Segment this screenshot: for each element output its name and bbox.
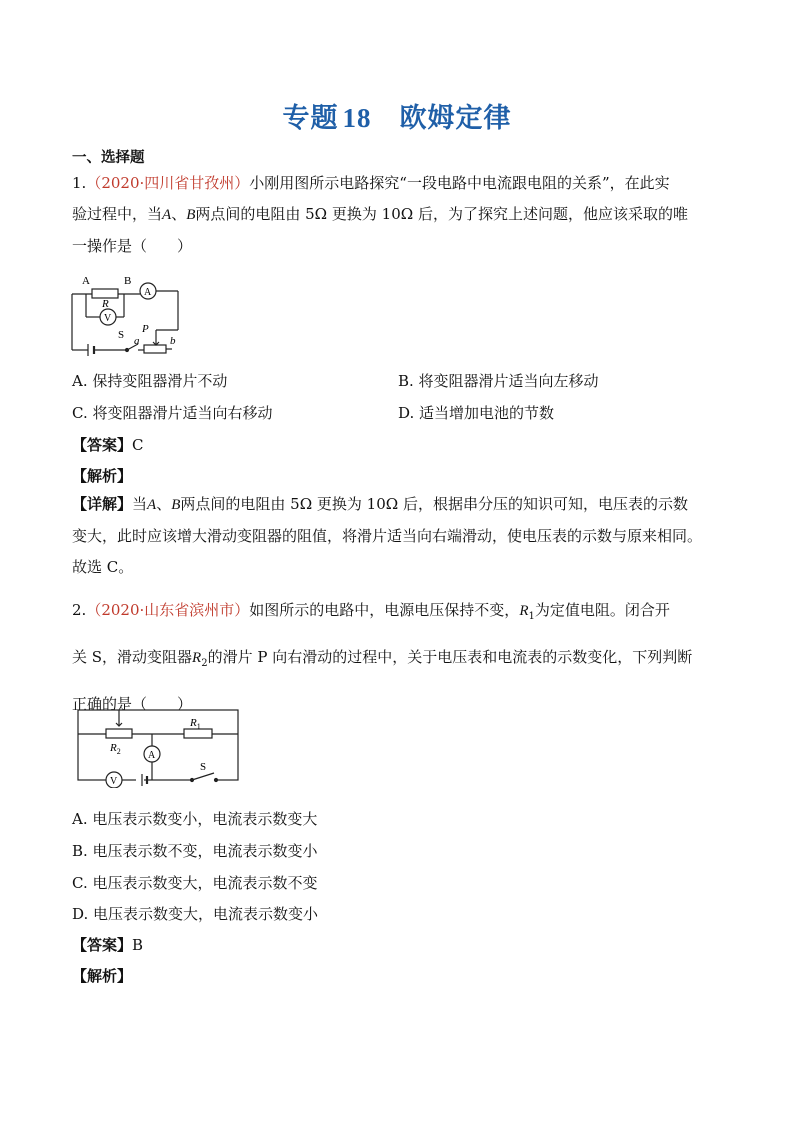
svg-text:B: B <box>124 275 132 287</box>
svg-text:S: S <box>118 329 125 341</box>
q2-resistor-r2 <box>106 729 132 738</box>
q2-option-c: C. 电压表示数变大，电流表示数不变 <box>72 874 318 892</box>
q1-source: （2020·四川省甘孜州） <box>86 174 250 192</box>
svg-text:R2: $R_2$ <box>110 742 121 756</box>
svg-text:R: R <box>102 298 109 310</box>
q2-analysis-label: 【解析】 <box>72 967 133 985</box>
q1-resistor-r <box>92 289 118 298</box>
q1-line3: 一操作是（ ） <box>72 237 193 255</box>
q1-rheostat <box>144 345 166 353</box>
svg-text:V: V <box>104 313 112 324</box>
svg-text:S: S <box>200 761 207 773</box>
q2-option-a: A. 电压表示数变小，电流表示数变大 <box>72 810 318 828</box>
q2-source: （2020·山东省滨州市） <box>86 601 250 619</box>
q1-answer: 【答案】C <box>72 436 144 454</box>
q1-circuit-figure <box>66 272 186 358</box>
svg-text:P: P <box>142 323 149 335</box>
q2-line1: 2.（2020·山东省滨州市）如图所示的电路中，电源电压保持不变，$R_1$为定值电阻。闭合开 <box>72 601 670 622</box>
q1-option-d: D. 适当增加电池的节数 <box>398 404 555 422</box>
svg-text:A: A <box>148 750 156 761</box>
q1-detail <box>72 489 727 583</box>
q1-detail-line2: 变大，此时应该增大滑动变阻器的阻值，将滑片适当向右端滑动，使电压表的示数与原来相同。 <box>72 527 703 545</box>
q1-line2: 验过程中，当A、B两点间的电阻由 5Ω 更换为 10Ω 后，为了探究上述问题，他应该采取的唯 <box>72 205 688 223</box>
q1-option-c: C. 将变阻器滑片适当向右移动 <box>72 404 273 422</box>
q1-analysis-label: 【解析】 <box>72 467 133 485</box>
page-title <box>0 96 794 135</box>
q2-circuit-figure <box>72 704 244 788</box>
q1-option-b: B. 将变阻器滑片适当向左移动 <box>398 372 599 390</box>
q2-line3: 正确的是（ ） <box>72 695 193 713</box>
svg-text:A: A <box>82 275 90 287</box>
q2-answer: 【答案】B <box>72 936 144 954</box>
svg-text:A: A <box>144 287 152 298</box>
title-label: 专题 <box>282 103 339 134</box>
svg-text:R1: $R_1$ <box>190 717 201 731</box>
title-number: 18 <box>342 103 372 133</box>
title-topic: 欧姆定律 <box>399 103 512 134</box>
section-heading: 一、选择题 <box>72 149 145 166</box>
q2-option-d: D. 电压表示数变大，电流表示数变小 <box>72 905 319 923</box>
q1-detail-line1: 【详解】当A、B两点间的电阻由 5Ω 更换为 10Ω 后，根据串分压的知识可知，电压表的示数 <box>72 495 688 513</box>
svg-text:b: b <box>170 335 176 347</box>
q1-option-a: A. 保持变阻器滑片不动 <box>72 372 228 390</box>
q1-stem <box>72 168 727 262</box>
q2-option-b: B. 电压表示数不变，电流表示数变小 <box>72 842 318 860</box>
q1-detail-line3: 故选 C。 <box>72 558 134 576</box>
q1-line1: 1.（2020·四川省甘孜州）小刚用图所示电路探究“一段电路中电流跟电阻的关系”，在此实 <box>72 174 670 192</box>
svg-text:V: V <box>110 776 118 787</box>
q2-line2: 关 S，滑动变阻器$R_2$的滑片 P 向右滑动的过程中，关于电压表和电流表的示数变化，下列判断 <box>72 648 693 669</box>
svg-text:a: a <box>134 335 140 347</box>
